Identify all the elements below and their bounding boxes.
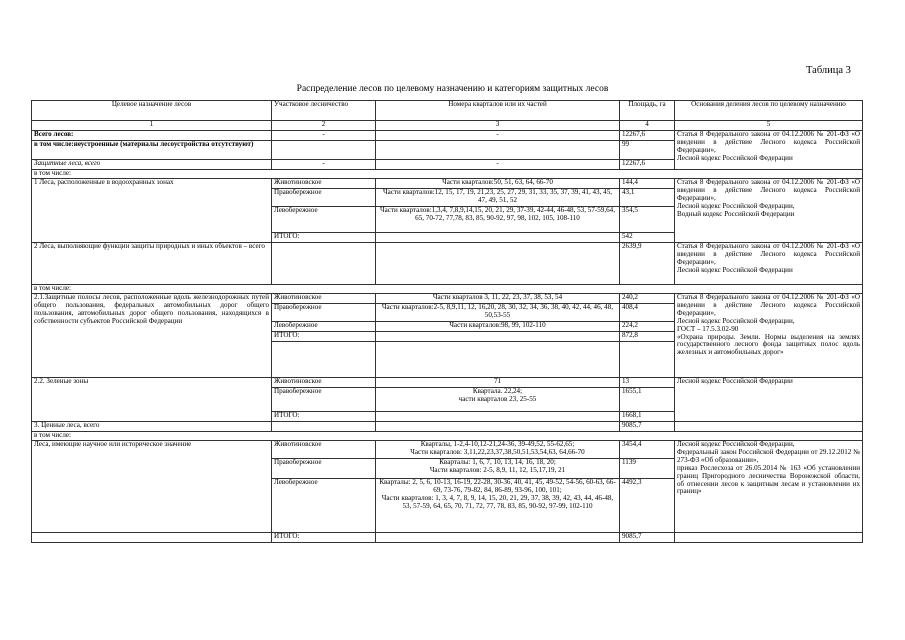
table-row — [32, 378, 863, 388]
area-cell: 354,5 — [620, 207, 675, 233]
row-label: 2.1.Защитные полосы лесов, расположенные вдоль железнодорожных путей общего пользования, федеральных автомобильных дорог общего пользования, автомобильных дорог общего пользования, находящихся в собственности субъектов Российской Федерации — [32, 294, 272, 378]
col-number: 1 — [32, 121, 272, 131]
area-cell: 872,8 — [620, 332, 675, 342]
forestry-cell: - — [272, 160, 376, 170]
row-label: Леса, имеющие научное или историческое значение — [32, 441, 272, 533]
table-row — [32, 422, 863, 432]
forestry-cell: Животиновское — [272, 294, 376, 304]
area-cell: 43,1 — [620, 189, 675, 207]
row-label: в том числе: — [32, 432, 863, 441]
forestry-cell: Правобережное — [272, 459, 376, 479]
forestry-cell: - — [272, 131, 376, 141]
area-cell: 13 — [620, 378, 675, 388]
column-number-row — [32, 121, 863, 131]
quarters-cell: Кварталы: 1, 6, 7, 10, 13, 14, 16, 18, 20; Части кварталов: 2-5, 8,9, 11, 12, 15,17,19, 21 — [376, 459, 620, 479]
total-label: ИТОГО: — [272, 233, 376, 243]
quarters-cell — [376, 412, 620, 422]
basis-cell: Статья 8 Федерального закона от 04.12.2006 № 201-ФЗ «О введении в действие Лесного кодекса Российской Федерации», Лесной кодекс Российской Федерации — [675, 243, 863, 285]
forestry-cell: Правобережное — [272, 304, 376, 322]
quarters-cell — [376, 233, 620, 243]
row-label: в том числе: — [32, 170, 863, 179]
basis-text: Статья 8 Федерального закона от 04.12.2006 № 201-ФЗ «О введении в действие Лесного кодекса Российской Федерации», — [677, 130, 860, 154]
area-cell: 3454,4 — [620, 441, 675, 459]
header-row — [32, 101, 863, 121]
basis-cell: Лесной кодекс Российской Федерации — [675, 378, 863, 422]
row-label: в том числе:неустроенные (материалы лесоустройства отсутствуют) — [32, 141, 272, 160]
header-purpose: Целевое назначение лесов — [32, 101, 272, 121]
row-label: 2.2. Зеленые зоны — [32, 378, 272, 422]
basis-text: Лесной кодекс Российской Федерации — [677, 153, 793, 162]
quarters-cell: - — [376, 160, 620, 170]
col-number: 3 — [376, 121, 620, 131]
quarters-cell: Части кварталов:1,3,4, 7,8,9,14,15, 20, 21, 29, 37-39, 42-44, 46-48, 53, 57-59,64, 65, 70-72, 77,78, 83, 85, 90-92, 97, 98, 102, 105, 108-110 — [376, 207, 620, 233]
area-cell: 240,2 — [620, 294, 675, 304]
forestry-cell: Левобережное — [272, 322, 376, 332]
quarters-cell — [376, 332, 620, 342]
col-number: 5 — [675, 121, 863, 131]
quarters-cell — [376, 141, 620, 160]
quarters-cell: Кварталы: 2, 5, 6, 10-13, 16-19, 22-28, 30-36, 40, 41, 45, 49-52, 54-56, 60-63, 66-69, 73-76, 79-82, 84, 86-89, 93-96, 100, 101; Части кварталов: 1, 3, 4, 7, 8, 9, 14, 15, 20, 21, 29, 37, 38, 39, 42, 43, 44, 46-48, 53, 57-59, 64, 65, 70, 71, 72, 77, 78, 83, 85, 90-92, 97-99, 102-110 — [376, 479, 620, 533]
area-cell: 2639,9 — [620, 243, 675, 285]
forestry-cell: Правобережное — [272, 388, 376, 412]
row-label: 3. Ценные леса, всего — [32, 422, 272, 432]
total-label: ИТОГО: — [272, 332, 376, 342]
basis-cell: Статья 8 Федерального закона от 04.12.2006 № 201-ФЗ «О введении в действие Лесного кодекса Российской Федерации», Лесной кодекс Российской Федерации, ГОСТ – 17.5.3.02-90 «Охрана природы. Земли. Нормы выделения на землях государственного лесного фонда защитных полос вдоль железных и автомобильных дорог» — [675, 294, 863, 378]
table-row — [32, 179, 863, 189]
quarters-cell — [376, 422, 620, 432]
table-row — [32, 432, 863, 441]
table-row — [32, 170, 863, 179]
quarters-cell: Части кварталов:50, 51, 63, 64, 66-70 — [376, 179, 620, 189]
table-row — [32, 441, 863, 459]
quarters-cell: Части кварталов:98, 99, 102-110 — [376, 322, 620, 332]
forestry-cell: Левобережное — [272, 207, 376, 233]
header-area: Площадь, га — [620, 101, 675, 121]
basis-cell: Статья 8 Федерального закона от 04.12.2006 № 201-ФЗ «О введении в действие Лесного кодекса Российской Федерации», Лесной кодекс Российской Федерации, Водный кодекс Российской Федерации — [675, 179, 863, 243]
forestry-cell: Животиновское — [272, 179, 376, 189]
area-cell: 9085,7 — [620, 533, 675, 543]
col-number: 2 — [272, 121, 376, 131]
total-label: ИТОГО: — [272, 533, 376, 543]
forest-distribution-table — [31, 100, 863, 543]
quarters-cell: Части кварталов:12, 15, 17, 19, 21,23, 25, 27, 29, 31, 33, 35, 37, 39, 41, 43, 45, 47, 49, 51, 52 — [376, 189, 620, 207]
table-number: Таблица 3 — [806, 65, 851, 76]
area-cell: 408,4 — [620, 304, 675, 322]
area-cell: 1668,1 — [620, 412, 675, 422]
quarters-cell: Части кварталов 3, 11, 22, 23, 37, 38, 53, 54 — [376, 294, 620, 304]
table-row — [32, 285, 863, 294]
area-cell: 9085,7 — [620, 422, 675, 432]
forestry-cell — [272, 342, 376, 378]
document-title: Распределение лесов по целевому назначению и категориям защитных лесов — [296, 84, 609, 94]
header-basis: Основания деления лесов по целевому назначению — [675, 101, 863, 121]
total-label: ИТОГО: — [272, 412, 376, 422]
area-cell: 12267,6 — [620, 160, 675, 170]
header-quarters: Номера кварталов или их частей — [376, 101, 620, 121]
area-cell: 12267,6 — [620, 131, 675, 141]
quarters-cell: Кварталы, 1-2,4-10,12-21,24-36, 39-49,52, 55-62,65; Части кварталов: 3,11,22,23,37,38,50,51,53,54,63, 64,66-70 — [376, 441, 620, 459]
table-row — [32, 243, 863, 285]
row-label: Защитные леса, всего — [32, 160, 272, 170]
area-cell — [620, 342, 675, 378]
row-label: в том числе: — [32, 285, 863, 294]
forestry-cell: Животиновское — [272, 378, 376, 388]
forestry-cell — [272, 422, 376, 432]
area-cell: 99 — [620, 141, 675, 160]
table-row — [32, 294, 863, 304]
table-row — [32, 131, 863, 141]
area-cell: 1139 — [620, 459, 675, 479]
quarters-cell — [376, 533, 620, 543]
row-label: 2 Леса, выполняющие функции защиты природных и иных объектов – всего — [32, 243, 272, 285]
row-label — [32, 533, 272, 543]
basis-cell — [675, 533, 863, 543]
quarters-cell: - — [376, 131, 620, 141]
quarters-cell — [376, 243, 620, 285]
table-row — [32, 533, 863, 543]
forestry-cell: Левобережное — [272, 479, 376, 533]
area-cell: 542 — [620, 233, 675, 243]
basis-cell — [675, 131, 863, 170]
basis-cell: Лесной кодекс Российской Федерации, Федеральный закон Российской Федерации от 29.12.2012 № 273-ФЗ «Об образовании», приказ Рослесхоза от 26.05.2014 № 163 «Об установлении границ Пригородного лесничества Воронежской области, об отнесении лесов к защитным лесам и установлении их границ» — [675, 441, 863, 533]
area-cell: 4492,3 — [620, 479, 675, 533]
forestry-cell: Правобережное — [272, 189, 376, 207]
col-number: 4 — [620, 121, 675, 131]
row-label: Всего лесов: — [32, 131, 272, 141]
row-label: 1 Леса, расположенные в водоохранных зонах — [32, 179, 272, 243]
basis-cell — [675, 422, 863, 432]
quarters-cell: Части кварталов:2-5, 8,9,11, 12, 16,20, 28, 30, 32, 34, 36, 38, 40, 42, 44, 46, 48, 50,53-55 — [376, 304, 620, 322]
quarters-cell: Квартала. 22,24; части кварталов 23, 25-55 — [376, 388, 620, 412]
area-cell: 1655,1 — [620, 388, 675, 412]
forestry-cell: Животиновское — [272, 441, 376, 459]
quarters-cell: 71 — [376, 378, 620, 388]
area-cell: 224,2 — [620, 322, 675, 332]
header-forestry: Участковое лесничество — [272, 101, 376, 121]
area-cell: 144,4 — [620, 179, 675, 189]
forestry-cell — [272, 243, 376, 285]
forestry-cell — [272, 141, 376, 160]
quarters-cell — [376, 342, 620, 378]
